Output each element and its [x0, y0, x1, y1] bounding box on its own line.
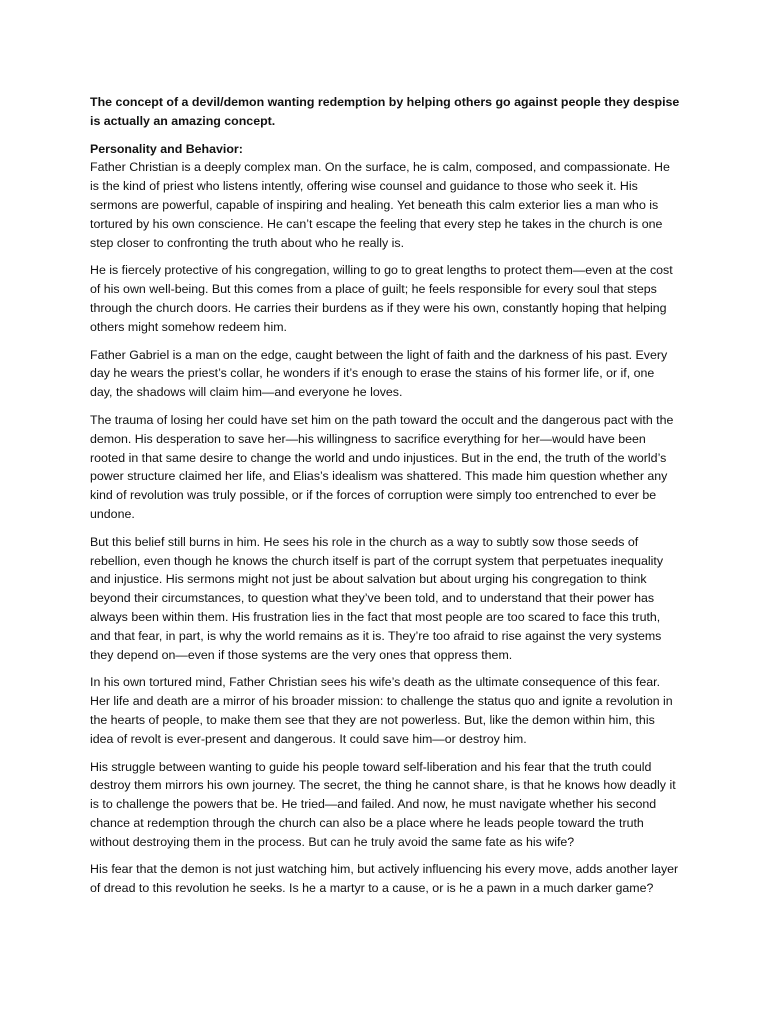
body-paragraph: Father Gabriel is a man on the edge, caught between the light of faith and the darkness of his past. Every day he wears the priest’s collar, he wonders if it’s enough to erase the stains of his former life, or if, one day, the shadows will claim him—and everyone he loves. — [90, 347, 668, 400]
body-paragraph: His struggle between wanting to guide his people toward self-liberation and his fear that the truth could destroy them mirrors his own journey. The secret, the thing he cannot share, is that he knows how deadly it is to challenge the powers that be. He tried—and failed. And now, he must navigate whether his second chance at redemption through the church can also be a place where he leads people toward the truth without destroying them in the process. But can he truly avoid the same fate as his wife? — [90, 759, 676, 849]
body-paragraph: But this belief still burns in him. He sees his role in the church as a way to subtly sow those seeds of rebellion, even though he knows the church itself is part of the corrupt system that perpetuates inequality and injustice. His sermons might not just be about salvation but about urging his congregation to think beyond their circumstances, to question what they’ve been told, and to understand that their power has always been within them. His frustration lies in the fact that most people are too scared to face this truth, and that fear, in part, is why the world remains as it is. They’re too afraid to rise against the very systems they depend on—even if those systems are the very ones that oppress them. — [90, 534, 664, 662]
body-paragraph: Father Christian is a deeply complex man. On the surface, he is calm, composed, and compassionate. He is the kind of priest who listens intently, offering wise counsel and guidance to those who seek it. His sermons are powerful, capable of inspiring and healing. Yet beneath this calm exterior lies a man who is tortured by his own conscience. He can’t escape the feeling that every step he takes in the church is one step closer to confronting the truth about who he really is. — [90, 160, 670, 250]
document-page — [90, 93, 680, 907]
section-heading: Personality and Behavior: — [90, 141, 243, 156]
body-paragraph: His fear that the demon is not just watching him, but actively influencing his every move, adds another layer of dread to this revolution he seeks. Is he a martyr to a cause, or is he a pawn in a much darker game? — [90, 862, 679, 896]
personality-section — [90, 140, 680, 253]
body-paragraph: In his own tortured mind, Father Christian sees his wife’s death as the ultimate consequence of this fear. Her life and death are a mirror of his broader mission: to challenge the status quo and ignite a revolution in the hearts of people, to make them see that they are not powerless. But, like the demon within him, this idea of revolt is ever-present and dangerous. It could save him—or destroy him. — [90, 675, 673, 746]
body-paragraph: He is fiercely protective of his congregation, willing to go to great lengths to protect them—even at the cost of his own well-being. But this comes from a place of guilt; he feels responsible for every soul that steps through the church doors. He carries their burdens as if they were his own, constantly hoping that helping others might somehow redeem him. — [90, 263, 673, 334]
intro-paragraph: The concept of a devil/demon wanting redemption by helping others go against people they despise is actually an amazing concept. — [90, 95, 680, 128]
body-paragraph: The trauma of losing her could have set him on the path toward the occult and the dangerous pact with the demon. His desperation to save her—his willingness to sacrifice everything for her—would have been rooted in that same desire to change the world and undo injustices. But in the end, the truth of the world’s power structure claimed her life, and Elias’s idealism was shattered. This made him question whether any kind of revolution was truly possible, or if the forces of corruption were simply too entrenched to ever be undone. — [90, 412, 674, 521]
